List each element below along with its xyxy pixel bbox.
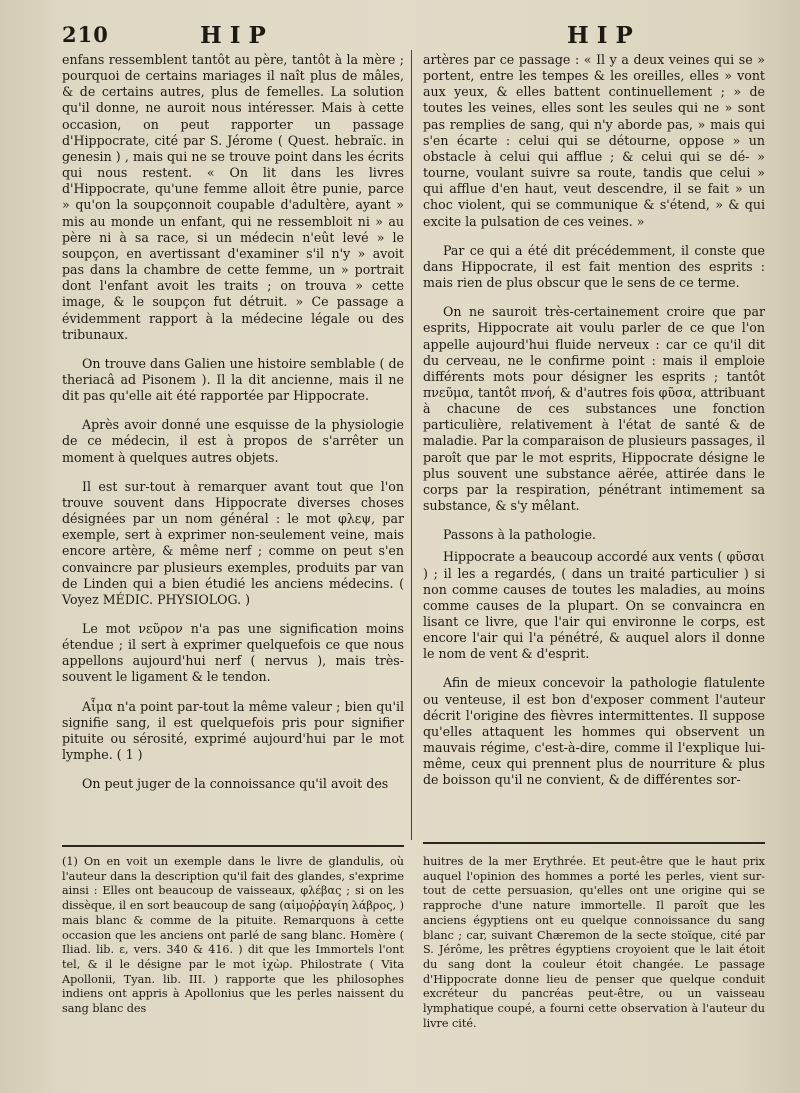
footnote-rule-left xyxy=(62,845,404,847)
paragraph: On peut juger de la connoissance qu'il avoit des xyxy=(82,776,389,792)
right-column xyxy=(423,52,765,802)
running-head-right: HIP xyxy=(567,22,641,49)
running-head xyxy=(0,22,800,52)
paragraph: On trouve dans Galien une histoire semblable ( de theriacâ ad Pisonem ). Il la dit ancienne, mais il ne dit pas qu'elle ait été rapportée par Hippocrate. xyxy=(62,355,404,404)
running-head-left: HIP xyxy=(200,22,274,49)
paragraph: Passons à la pathologie. xyxy=(443,527,597,543)
paragraph: On ne sauroit très-certainement croire que par esprits, Hippocrate ait voulu parler de ce que l'on appelle aujourd'hui fluide nerveux : car ce qu'il dit du cerveau, ne le confirme point : mais il emploie différents mots pour désigner les esprits ; tantôt πνεῦμα, tantôt πνοή, & d'autres fois φῦσα, attribuant à chacune de ces substances une fonction particulière, relativement à l'état de santé & de maladie. Par la comparaison de plusieurs passages, il paroît que par le mot esprits, Hippocrate désigne le plus souvent une substance aërée, attirée dans le corps par la respiration, pénétrant intimement sa substance, & s'y mêlant. xyxy=(423,304,765,514)
paragraph: Après avoir donné une esquisse de la physiologie de ce médecin, il est à propos de s'arrêter un moment à quelques autres objets. xyxy=(62,417,404,465)
paragraph: Αἷμα n'a point par-tout la même valeur ; bien qu'il signifie sang, il est quelquefois pris pour signifier pituite ou sérosité, exprimé aujourd'hui par le mot lymphe. ( 1 ) xyxy=(62,698,404,763)
left-column xyxy=(62,52,404,805)
paragraph: Le mot νεῦρον n'a pas une signification moins étendue ; il sert à exprimer quelquefois ce que nous appellons aujourd'hui nerf ( nervus ), mais très-souvent le ligament & le tendon. xyxy=(62,621,404,685)
paragraph: Afin de mieux concevoir la pathologie flatulente ou venteuse, il est bon d'exposer comment l'auteur décrit l'origine des fièvres intermittentes. Il suppose qu'elles attaquent les hommes qui observent un mauvais régime, c'est-à-dire, comme il l'explique lui-même, ceux qui prennent plus de nourriture & plus de boisson qu'il ne convient, & de différentes sor- xyxy=(423,675,765,788)
paragraph: Il est sur-tout à remarquer avant tout que l'on trouve souvent dans Hippocrate diverses choses désignées par un nom général : le mot φλεψ, par exemple, sert à exprimer non-seulement veine, mais encore artère, & même nerf ; comme on peut s'en convaincre par plusieurs exemples, produits par van de Linden qui a bien étudié les anciens médecins. ( Voyez MÉDIC. PHYSIOLOG. ) xyxy=(62,478,404,607)
footnote-right xyxy=(423,855,765,1031)
column-rule xyxy=(411,50,412,840)
footnote-text: huitres de la mer Erythrée. Et peut-être que le haut prix auquel l'opinion des hommes a porté les perles, vient sur-tout de cette persuasion, qu'elles ont une origine qui se rapproche d'une nature immortelle. Il paroît que les anciens égyptiens ont eu quelque connoissance du sang blanc ; car, suivant Chæremon de la secte stoïque, cité par S. Jérôme, les prêtres égyptiens croyoient que le lait étoit du sang dont la couleur étoit changée. Le passage d'Hippocrate donne lieu de penser que quelque conduit excréteur du pancréas peut-être, ou un vaisseau lymphatique coupé, a fourni cette observation à l'auteur du livre cité. xyxy=(423,855,765,1030)
paragraph: Par ce qui a été dit précédemment, il conste que dans Hippocrate, il est fait mention des esprits : mais rien de plus obscur que le sens de ce terme. xyxy=(423,242,765,291)
paragraph: enfans ressemblent tantôt au père, tantôt à la mère ; pourquoi de certains mariages il naît plus de mâles, & de certains autres, plus de femelles. La solution qu'il donne, ne auroit nous intéresser. Mais à cette occasion, on peut rapporter un passage d'Hippocrate, cité par S. Jérome ( Quest. hebraïc. in genesin ) , mais qui ne se trouve point dans les écrits qui nous restent. « On lit dans les livres d'Hippocrate, qu'une femme alloit être punie, parce » qu'on la soupçonnoit coupable d'adultère, ayant » mis au monde un enfant, qui ne ressembloit ni » au père ni à sa race, si un médecin n'eût levé » le soupçon, en avertissant d'examiner s'il n'y » avoit pas dans la chambre de cette femme, un » portrait dont l'enfant avoit les traits ; on trouva » cette image, & le soupçon fut détruit. » Ce passage a évidemment rapport à la médecine légale ou des tribunaux. xyxy=(62,52,404,342)
footnote-left xyxy=(62,855,404,1017)
page-number: 210 xyxy=(62,22,109,47)
paragraph: Hippocrate a beaucoup accordé aux vents ( φῦσαι ) ; il les a regardés, ( dans un traité particulier ) si non comme causes de toutes les maladies, au moins comme causes de la plupart. On se convaincra en lisant ce livre, que l'air qui environne le corps, est encore l'air qui l'a pénétré, & auquel alors il donne le nom de vent & d'esprit. xyxy=(423,549,765,662)
footnote-rule-right xyxy=(423,842,765,844)
paragraph: artères par ce passage : « Il y a deux veines qui se » portent, entre les tempes & les oreilles, elles » vont aux yeux, & elles battent continuellement ; » de toutes les veines, elles sont les seules qui ne » sont pas remplies de sang, qui n'y aborde pas, » mais qui s'en écarte : celui qui se détourne, oppose » un obstacle à celui qui afflue ; & celui qui se dé- » tourne, voulant suivre sa route, tandis que celui » qui afflue d'en haut, veut descendre, il se fait » un choc violent, qui se communique & s'étend, » & qui excite la pulsation de ces veines. » xyxy=(423,52,765,229)
footnote-text: (1) On en voit un exemple dans le livre de glandulis, où l'auteur dans la description qu'il fait des glandes, s'exprime ainsi : Elles ont beaucoup de vaisseaux, φλέβας ; si on les dissèque, il en sort beaucoup de sang (αἱμοῤῥαγίη λάβρος, ) mais blanc & comme de la pituite. Remarquons à cette occasion que les anciens ont parlé de sang blanc. Homère ( Iliad. lib. ε, vers. 340 & 416. ) dit que les Immortels l'ont tel, & il le désigne par le mot ἰχὼρ. Philostrate ( Vita Apollonii, Tyan. lib. III. ) rapporte que les philosophes indiens ont appris à Apollonius que les perles naissent du sang blanc des xyxy=(62,855,404,1016)
